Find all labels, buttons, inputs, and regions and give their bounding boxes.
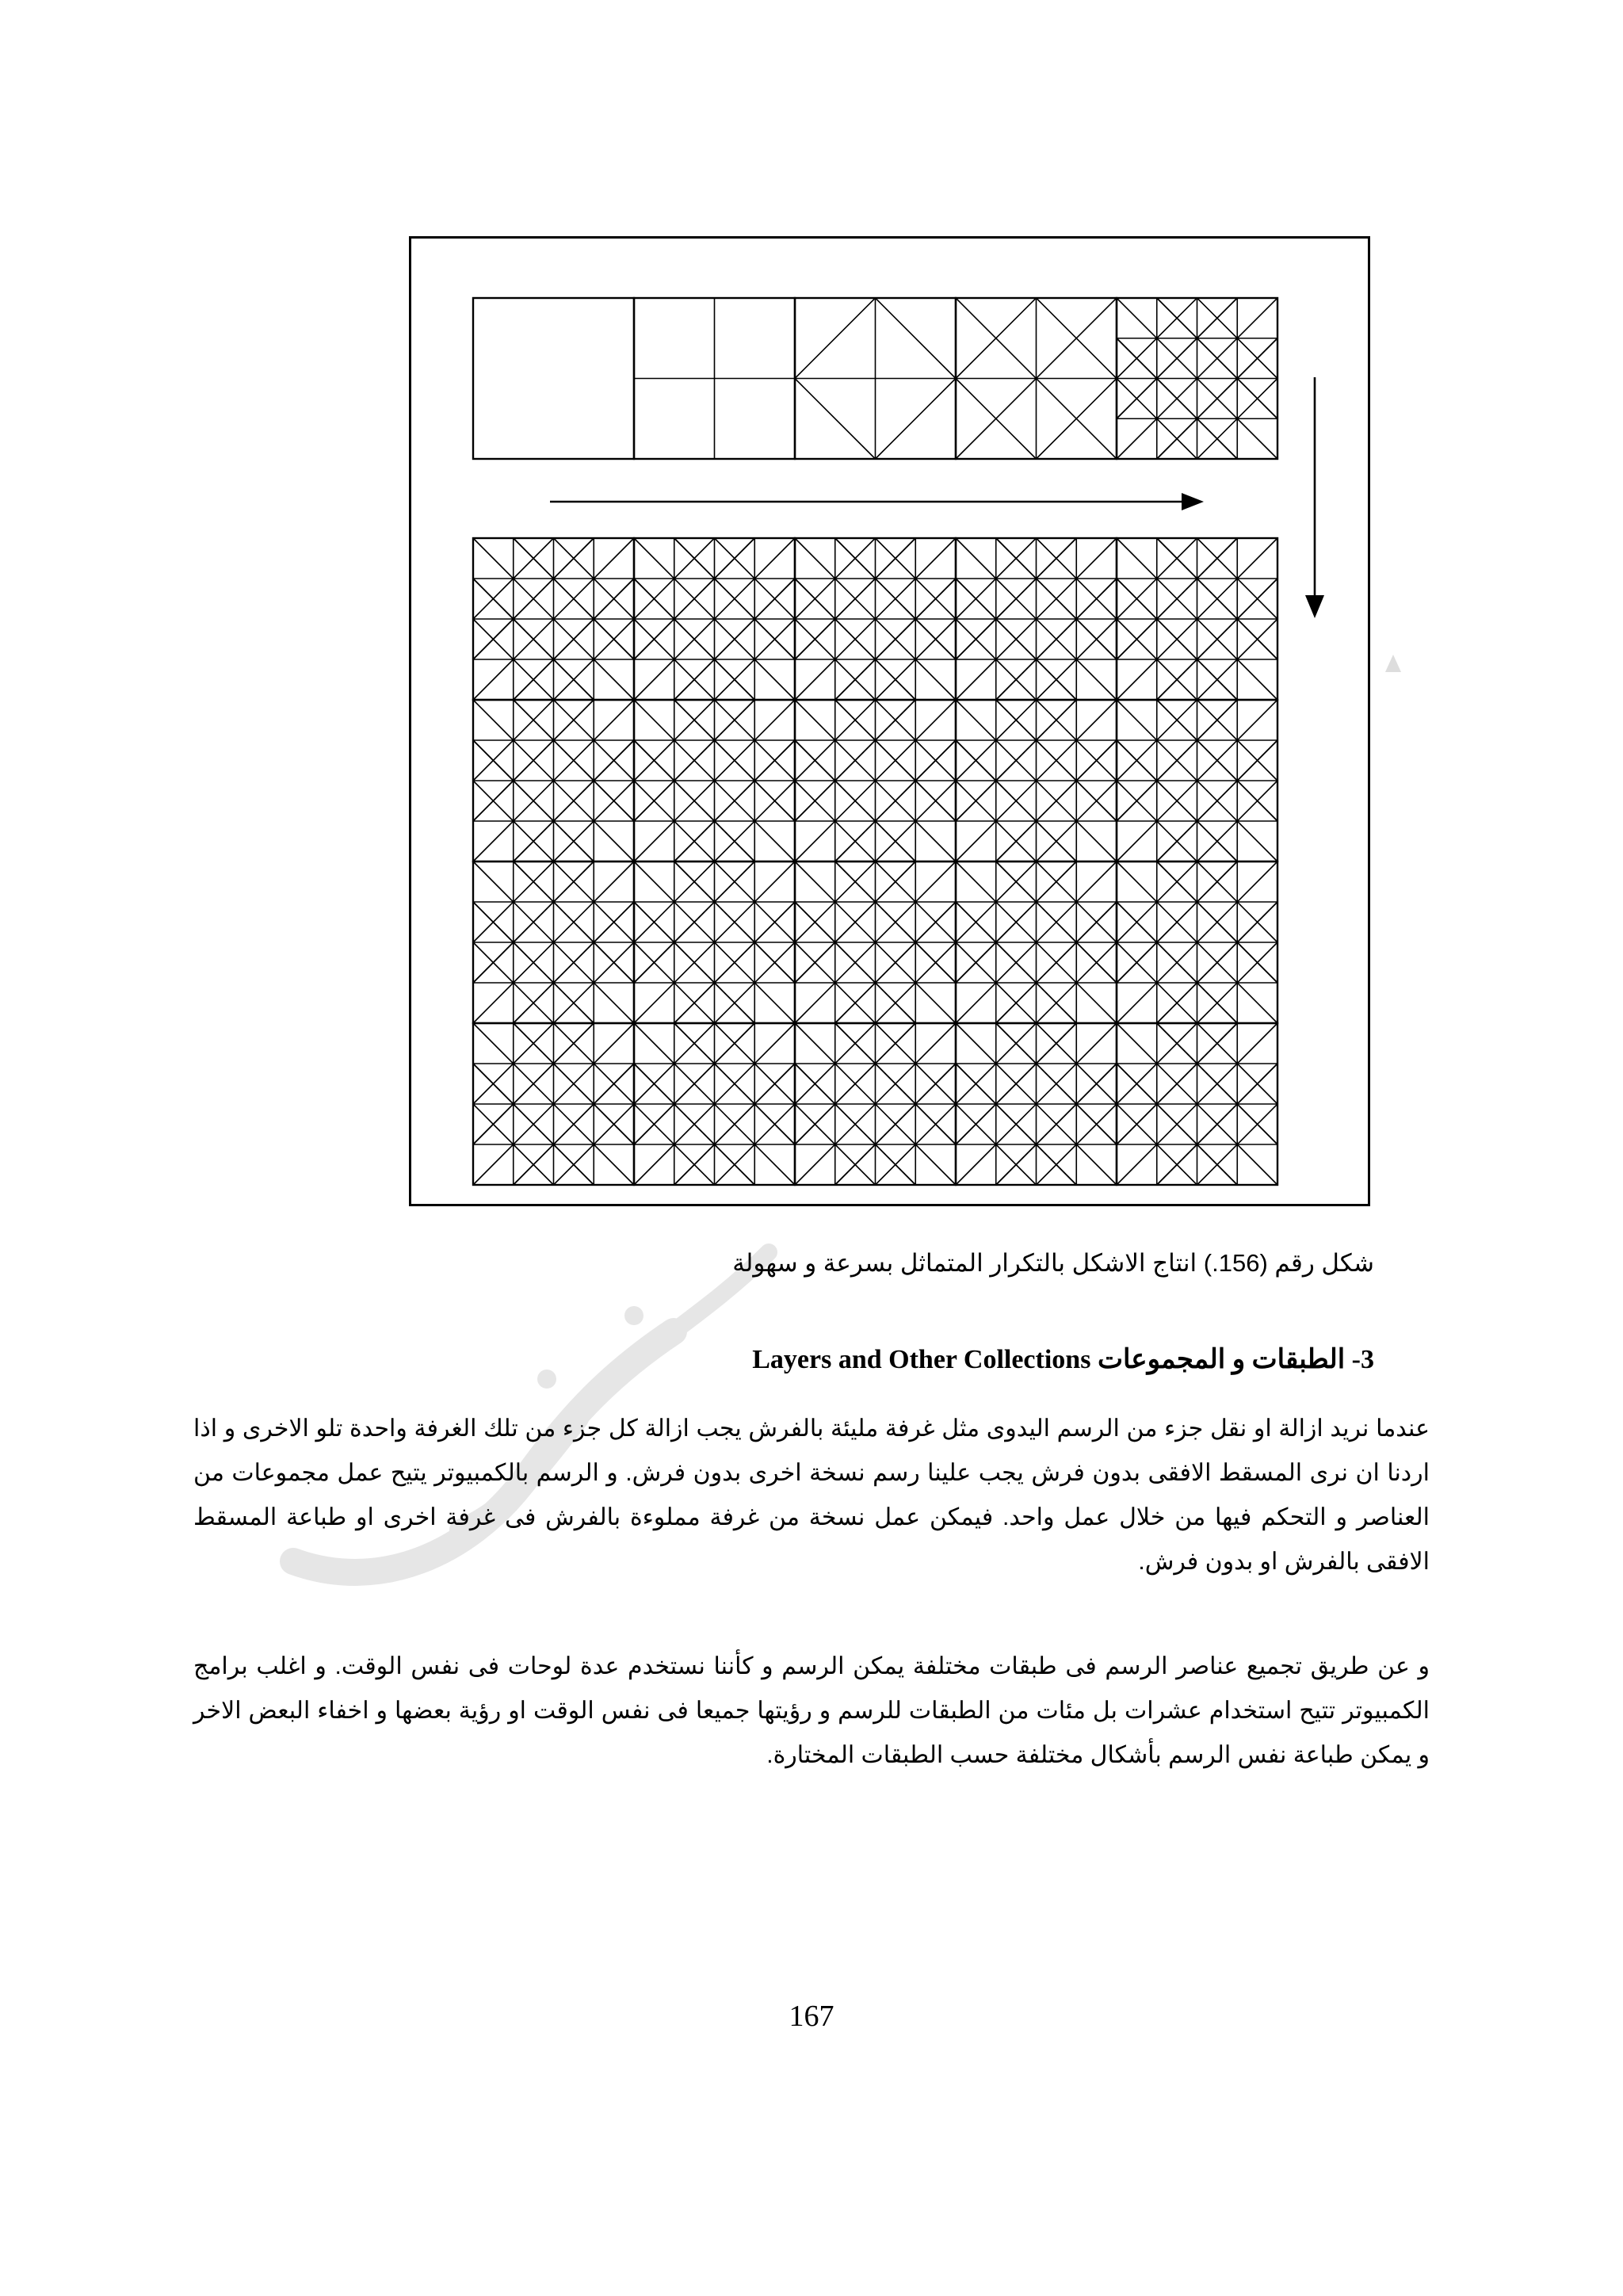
figure-caption: شكل رقم (156.) انتاج الاشكل بالتكرار المتماثل بسرعة و سهولة [732, 1249, 1374, 1277]
paragraph-text: و عن طريق تجميع عناصر الرسم فى طبقات مختلفة يمكن الرسم و كأننا نستخدم عدة لوحات فى نفس الوقت. و اغلب برامج الكمبيوتر تتيح استخدام عشرات بل مئات من الطبقات للرسم و رؤيتها جميعا فى نفس الوقت او رؤية بعضها و اخفاء البعض الاخر و يمكن طباعة نفس الرسم بأشكال مختلفة حسب الطبقات المختارة. [193, 1653, 1430, 1768]
arrow-down-icon [1305, 595, 1324, 618]
decorative-mark [1385, 655, 1401, 672]
paragraph-text: عندما نريد ازالة او نقل جزء من الرسم اليدوى مثل غرفة مليئة بالفرش يجب ازالة كل جزء من تلك الغرفة واحدة تلو الاخرى و اذا اردنا ان نرى المسقط الافقى بدون فرش يجب علينا رسم نسخة اخرى بدون فرش. و الرسم بالكمبيوتر يتيح عمل مجموعات من العناصر و التحكم فيها من خلال عمل واحد. فيمكن عمل نسخة من غرفة مملوءة بالفرش فى غرفة اخرى او طباعة المسقط الافقى بالفرش او بدون فرش. [193, 1415, 1430, 1575]
paragraph-1 [193, 1407, 1430, 1584]
paragraph-2 [193, 1645, 1430, 1778]
section-number: 3- [1351, 1345, 1374, 1374]
section-title-english: Layers and Other Collections [752, 1345, 1091, 1374]
figure-frame [409, 236, 1370, 1206]
section-title-arabic: الطبقات و المجموعات [1097, 1345, 1346, 1374]
section-heading [185, 1339, 1374, 1381]
pattern-figure [411, 239, 1368, 1204]
arrow-right-icon [1182, 493, 1204, 510]
page-number: 167 [789, 2000, 834, 2033]
